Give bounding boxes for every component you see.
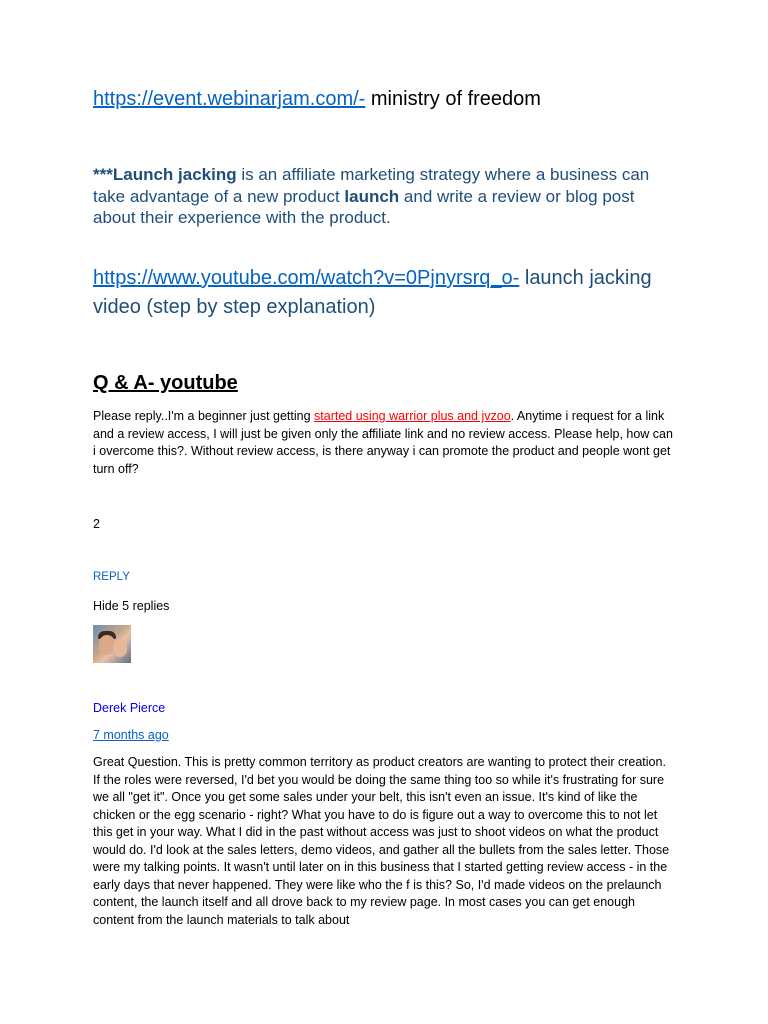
header-label: ministry of freedom [365,88,541,110]
webinarjam-link[interactable]: https://event.webinarjam.com/- [93,88,366,110]
header-line [93,88,541,111]
question-part-2: . Anytime i request for a link and a review access, I will just be given only the affiliate link and no review access. Please help, how can i overcome this?. Without review access, is there anyway i can promote the product and people wont get turn off? [93,409,673,476]
launch-jacking-definition [93,164,673,229]
definition-text-1: is an affiliate marketing strategy where a business can take advantage of a new product [93,165,650,206]
avatar-face-2 [113,639,127,657]
question-part-1: Please reply..I'm a beginner just getting [93,409,315,423]
hide-replies-toggle[interactable]: Hide 5 replies [93,599,170,613]
reply-time[interactable]: 7 months ago [93,728,169,742]
qa-heading: Q & A- youtube [93,372,238,394]
definition-prefix: *** [93,165,113,184]
video-line [93,264,673,322]
question-comment [93,408,673,478]
definition-term: Launch jacking [112,165,237,184]
definition-text-2: and write a review or blog post about their experience with the product. [93,186,635,227]
reply-answer: Great Question. This is pretty common territory as product creators are wanting to protect their creation. If the roles were reversed, I'd bet you would be doing the same thing too so while it's frustrating for sure we all "get it". Once you get some sales under your belt, this isn't even an issue. It's kind of like the chicken or the egg scenario - right? What you have to do is figure out a way to overcome this to not let this get in your way. What I did in the past without access was just to shoot videos on what the product would do. I'd look at the sales letters, demo videos, and gather all the bullets from the sales letter. Those were my talking points. It wasn't until later on in this business that I started getting review access - in the early days that never happened. They were like who the f is this? So, I'd made videos on the prelaunch content, the launch itself and all drove back to my review page. In most cases you can get enough content from the launch materials to talk about [93,755,670,927]
youtube-link[interactable]: https://www.youtube.com/watch?v=0Pjnyrsrq_o- [93,267,520,289]
video-label: launch jacking video (step by step explanation) [93,267,652,318]
definition-term-2: launch [344,186,400,206]
avatar[interactable] [93,625,131,663]
likes-count: 2 [93,517,100,531]
reply-author[interactable]: Derek Pierce [93,701,166,715]
reply-button[interactable]: REPLY [93,571,130,583]
question-highlight: started using warrior plus and jvzoo [314,409,511,423]
